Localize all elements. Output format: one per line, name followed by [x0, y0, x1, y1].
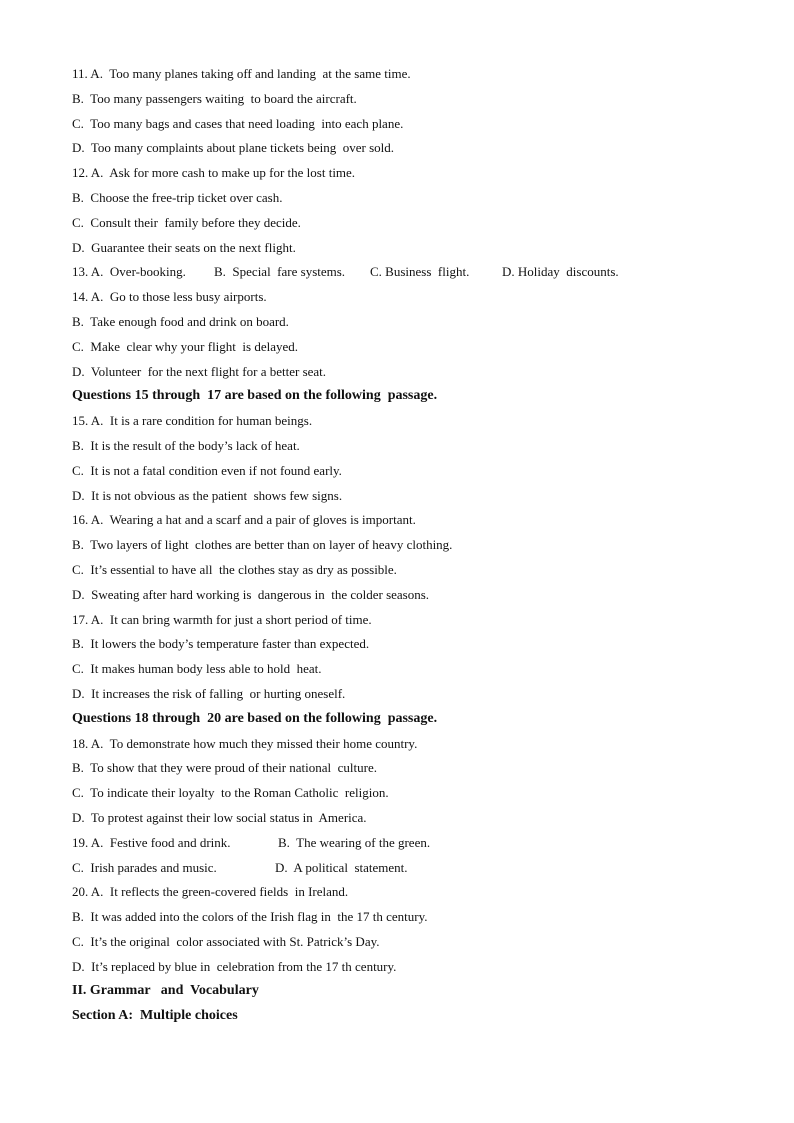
q19-options-row-1	[72, 831, 752, 856]
q15-option-b: B. It is the result of the body’s lack of heat.	[72, 437, 300, 453]
q18-option-b: B. To show that they were proud of their national culture.	[72, 760, 377, 776]
q11-option-d: D. Too many complaints about plane tickets being over sold.	[72, 140, 394, 156]
q20-option-d: D. It’s replaced by blue in celebration from the 17 th century.	[72, 958, 397, 974]
q15-option-a: 15. A. It is a rare condition for human beings.	[72, 413, 313, 429]
q20-option-a: 20. A. It reflects the green-covered fields in Ireland.	[72, 884, 349, 900]
q13-option-d: D. Holiday discounts.	[502, 264, 619, 280]
q14-option-d: D. Volunteer for the next flight for a better seat.	[72, 363, 327, 379]
q13-option-c: C. Business flight.	[370, 264, 470, 280]
q19-options-row-2	[72, 856, 752, 881]
q19-option-a: 19. A. Festive food and drink.	[72, 834, 231, 850]
q20-option-c: C. It’s the original color associated with St. Patrick’s Day.	[72, 933, 380, 949]
q18-option-a: 18. A. To demonstrate how much they missed their home country.	[72, 735, 418, 751]
q14-option-b: B. Take enough food and drink on board.	[72, 313, 289, 329]
q19-option-d: D. A political statement.	[275, 859, 408, 875]
q14-option-c: C. Make clear why your flight is delayed.	[72, 338, 298, 354]
q16-option-b: B. Two layers of light clothes are better than on layer of heavy clothing.	[72, 537, 453, 553]
q18-option-d: D. To protest against their low social status in America.	[72, 809, 367, 825]
q17-option-b: B. It lowers the body’s temperature faster than expected.	[72, 636, 370, 652]
q17-option-d: D. It increases the risk of falling or hurting oneself.	[72, 685, 346, 701]
q19-option-c: C. Irish parades and music.	[72, 859, 217, 875]
q17-option-a: 17. A. It can bring warmth for just a short period of time.	[72, 611, 372, 627]
q18-option-c: C. To indicate their loyalty to the Roman Catholic religion.	[72, 785, 389, 801]
q13-option-a: 13. A. Over-booking.	[72, 264, 186, 280]
q16-option-a: 16. A. Wearing a hat and a scarf and a pair of gloves is important.	[72, 512, 416, 528]
q11-option-a: 11. A. Too many planes taking off and landing at the same time.	[72, 66, 411, 81]
q15-option-d: D. It is not obvious as the patient shows few signs.	[72, 487, 343, 503]
q20-option-b: B. It was added into the colors of the Irish flag in the 17 th century.	[72, 909, 428, 925]
passage-heading-18-20: Questions 18 through 20 are based on the following passage.	[72, 710, 438, 726]
q12-option-b: B. Choose the free-trip ticket over cash.	[72, 189, 283, 205]
section-heading-grammar: II. Grammar and Vocabulary	[72, 983, 259, 999]
q12-option-c: C. Consult their family before they decide.	[72, 214, 301, 230]
exam-page	[72, 62, 752, 1029]
q17-option-c: C. It makes human body less able to hold heat.	[72, 661, 322, 677]
q13-option-b: B. Special fare systems.	[214, 264, 346, 280]
q16-option-d: D. Sweating after hard working is dangerous in the colder seasons.	[72, 586, 430, 602]
q11-option-b: B. Too many passengers waiting to board the aircraft.	[72, 90, 357, 106]
passage-heading-15-17: Questions 15 through 17 are based on the following passage.	[72, 388, 438, 404]
q14-option-a: 14. A. Go to those less busy airports.	[72, 289, 267, 305]
q12-option-a: 12. A. Ask for more cash to make up for the lost time.	[72, 165, 356, 181]
section-heading-multiple-choices: Section A: Multiple choices	[72, 1008, 238, 1024]
q16-option-c: C. It’s essential to have all the clothes stay as dry as possible.	[72, 561, 397, 577]
q15-option-c: C. It is not a fatal condition even if not found early.	[72, 462, 342, 478]
q19-option-b: B. The wearing of the green.	[278, 834, 431, 850]
q11-option-c: C. Too many bags and cases that need loading into each plane.	[72, 115, 404, 131]
q13-options-row	[72, 260, 752, 285]
q12-option-d: D. Guarantee their seats on the next flight.	[72, 239, 296, 255]
